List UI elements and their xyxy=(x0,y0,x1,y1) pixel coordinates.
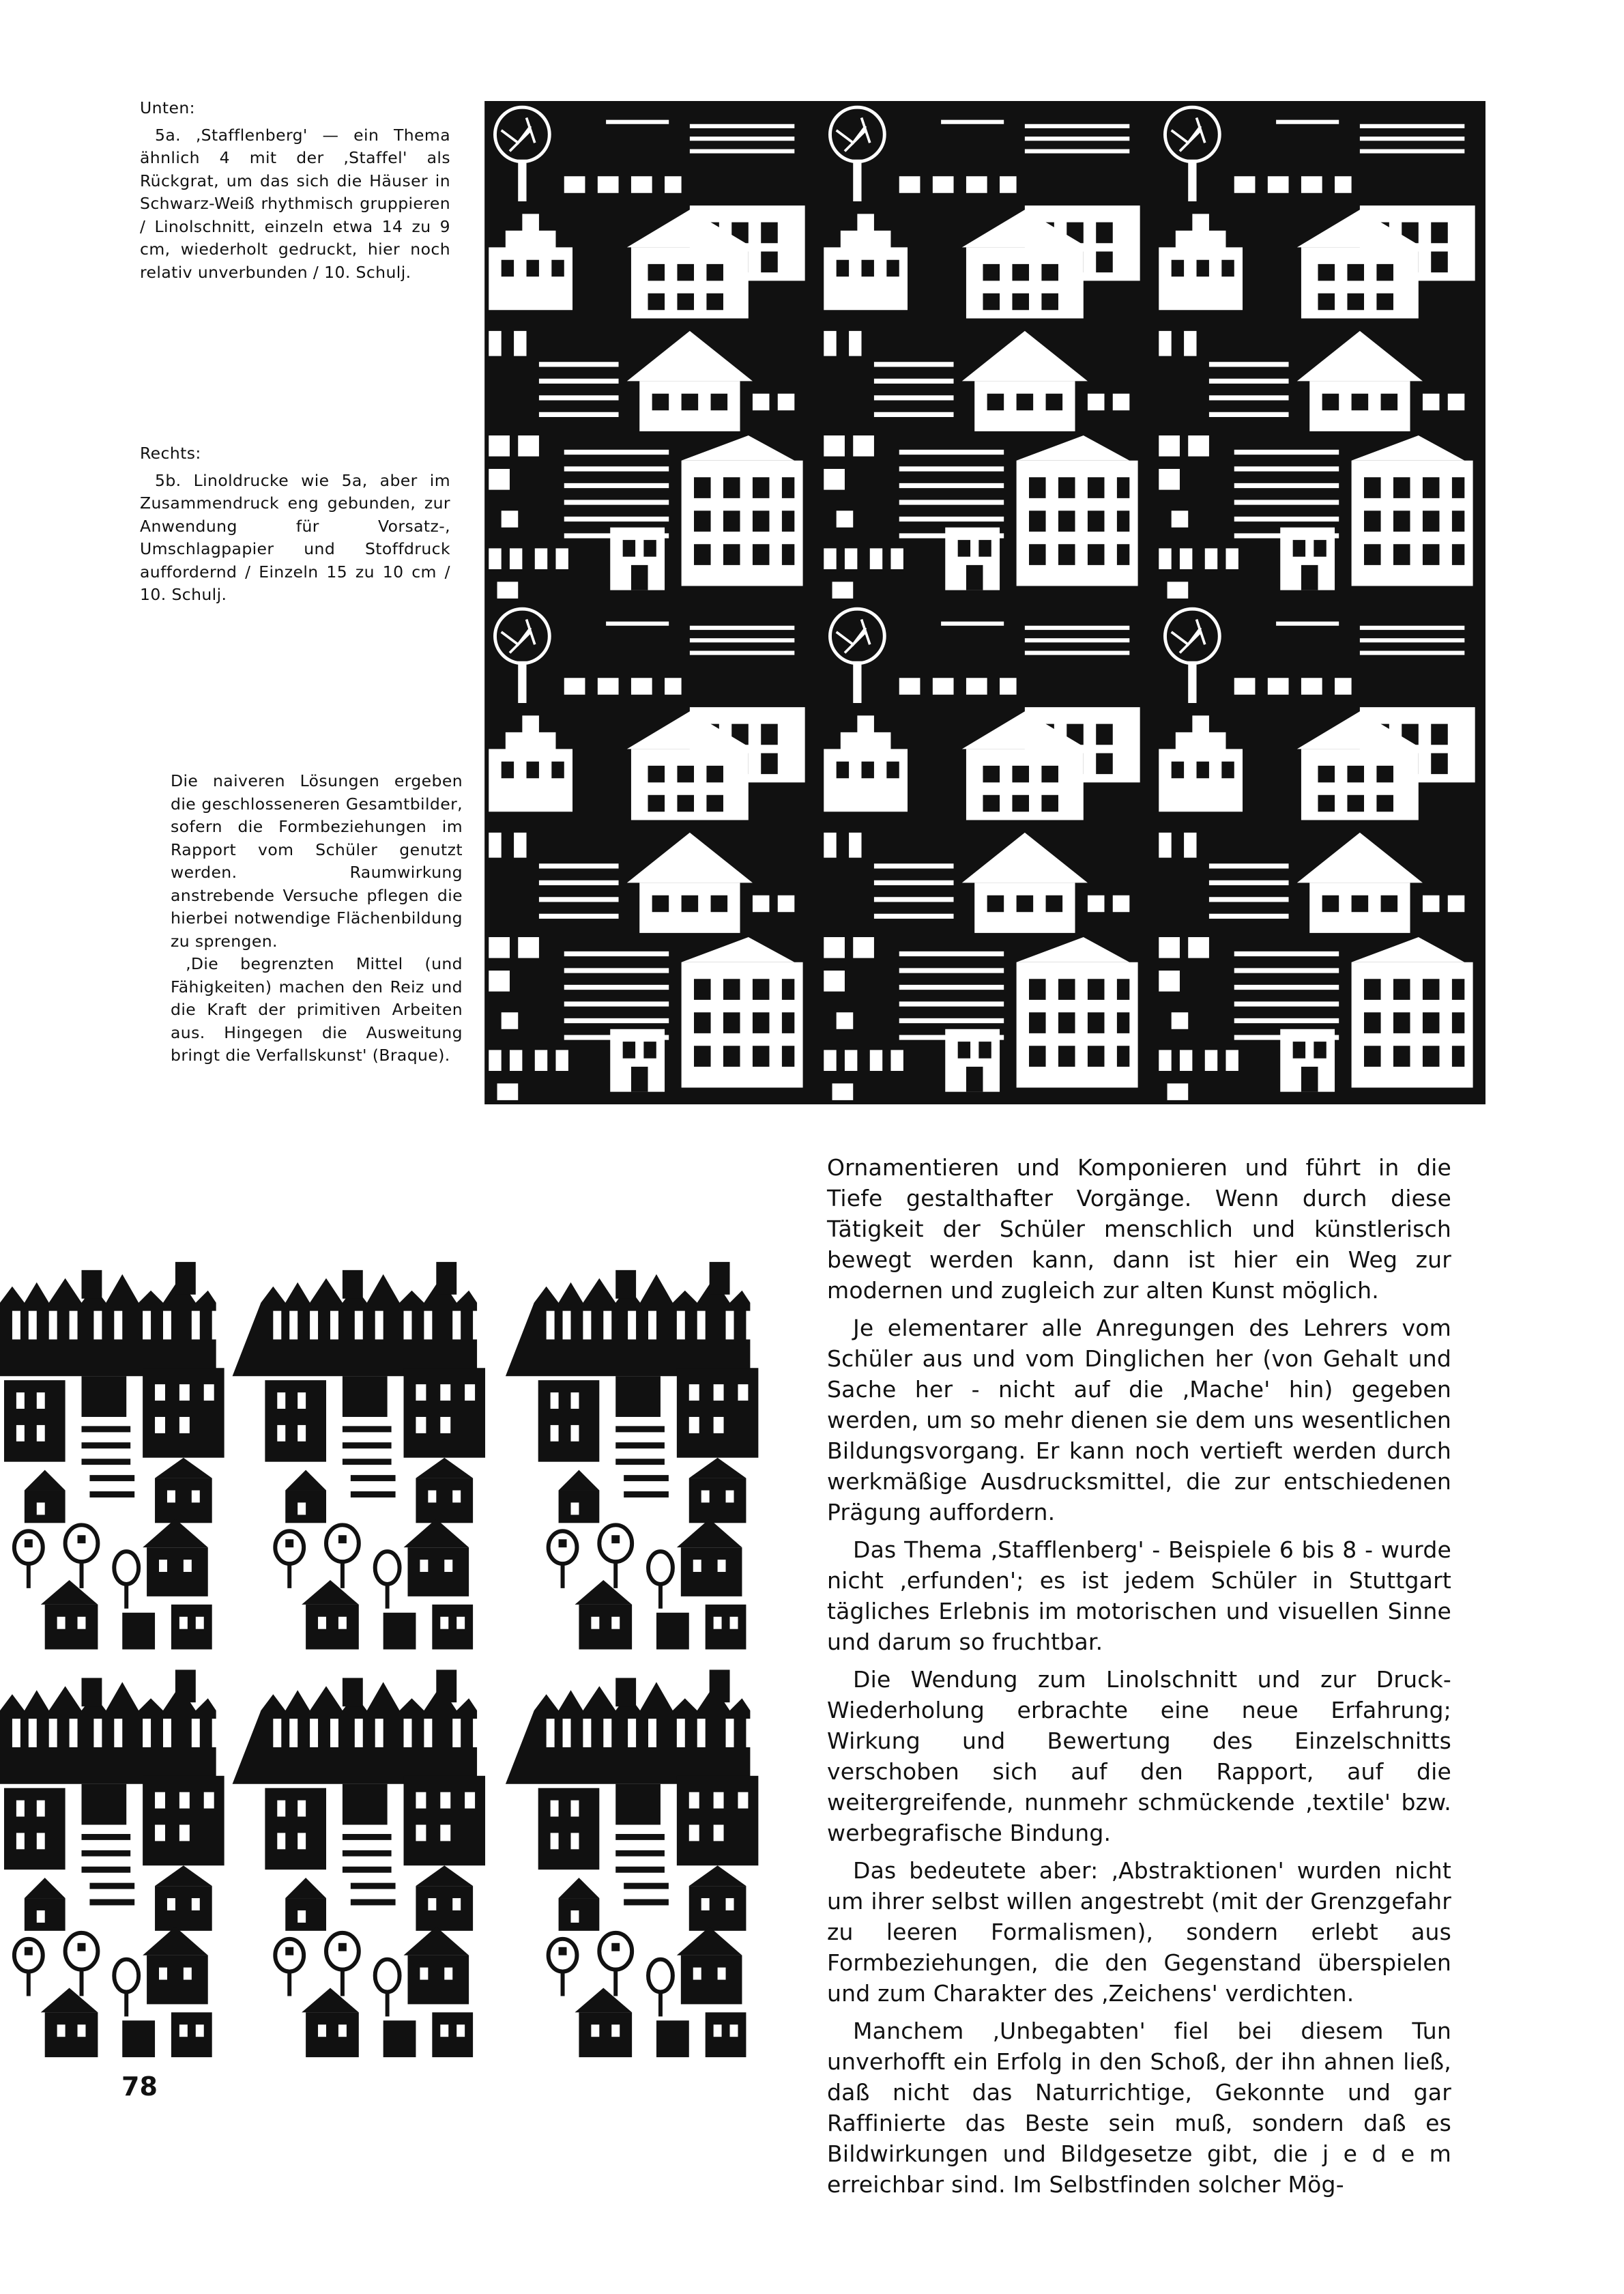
body-paragraph-6: Manchem ‚Unbegabten' fiel bei diesem Tun unverhofft ein Erfolg in den Schoß, der ihn ahnen ließ, daß nicht das Naturrichtige, Gekonnte und gar Raffinierte das Beste sein muß, sondern daß es Bildwirkungen und Bildgesetze gibt, die j e d e m erreichbar sind. Im Selbstfinden solcher Mög- xyxy=(827,2018,1451,2198)
linocut-print-5a xyxy=(0,1246,815,2071)
page-number: 78 xyxy=(121,2071,158,2102)
body-paragraph-2: Je elementarer alle Anregungen des Lehrers vom Schüler aus und vom Dinglichen her (von Gehalt und Sache her - nicht auf die ‚Mache' hin) gegeben werden, um so mehr dienen sie dem uns wesentlichen Bildungsvorgang. Er kann noch vertieft werden durch werkmäßige Ausdrucksmittel, die zur entschiedenen Prägung auffordern. xyxy=(827,1315,1451,1525)
side-text xyxy=(171,770,463,1067)
caption-5a xyxy=(140,97,450,284)
caption-5a-label: Unten: xyxy=(140,98,195,117)
body-paragraph-4: Die Wendung zum Linolschnitt und zur Druck-Wiederholung erbrachte eine neue Erfahrung; Wirkung und Bewertung des Einzelschnitts verschoben sich auf den Rapport, auf die weitergreifende, nunmehr schmückende ‚textile' bzw. werbegrafische Bindung. xyxy=(827,1666,1451,1846)
caption-5b-text: 5b. Linoldrucke wie 5a, aber im Zusammendruck eng gebunden, zur Anwendung für Vorsatz-, Umschlagpapier und Stoffdruck auffordernd / Einzeln 15 zu 10 cm / 10. Schulj. xyxy=(140,470,450,604)
side-text-paragraph-2: ‚Die begrenzten Mittel (und Fähigkeiten) machen den Reiz und die Kraft der primitiven Arbeiten aus. Hingegen die Ausweitung bringt die Verfallskunst' (Braque). xyxy=(171,954,463,1065)
caption-5a-text: 5a. ‚Stafflenberg' — ein Thema ähnlich 4 mit der ‚Staffel' als Rückgrat, um das sich die Häuser in Schwarz-Weiß rhythmisch gruppieren / Linolschnitt, einzeln etwa 14 zu 9 cm, wiederholt gedruckt, hier noch relativ unverbunden / 10. Schulj. xyxy=(140,125,450,282)
side-text-paragraph-1: Die naiveren Lösungen ergeben die geschlosseneren Gesamtbilder, sofern die Formbeziehungen im Rapport vom Schüler genutzt werden. Raumwirkung anstrebende Versuche pflegen die hierbei notwendige Flächenbildung zu sprengen. xyxy=(171,771,463,951)
body-paragraph-5: Das bedeutete aber: ‚Abstraktionen' wurden nicht um ihrer selbst willen angestrebt (mit der Grenzgefahr zu leeren Formalismen), sondern erlebt aus Formbeziehungen, die den Gegenstand überspielen und zum Charakter des ‚Zeichens' verdichten. xyxy=(827,1857,1451,2007)
body-paragraph-1: Ornamentieren und Komponieren und führt in die Tiefe gestalthafter Vorgänge. Wenn durch diese Tätigkeit der Schüler menschlich und künstlerisch bewegt werden kann, dann ist hier ein Weg zur modernen und zugleich zur alten Kunst möglich. xyxy=(827,1154,1451,1304)
linocut-print-5b xyxy=(480,101,1485,1104)
body-text xyxy=(827,1152,1451,2207)
linocut-5a-image xyxy=(0,1246,815,2071)
linocut-5b-image xyxy=(480,101,1485,1104)
caption-5b-label: Rechts: xyxy=(140,444,201,463)
caption-5b xyxy=(140,442,450,607)
body-paragraph-3: Das Thema ‚Stafflenberg' - Beispiele 6 bis 8 - wurde nicht ‚erfunden'; es ist jedem Schüler in Stuttgart tägliches Erlebnis im motorischen und visuellen Sinne und darum so fruchtbar. xyxy=(827,1536,1451,1655)
